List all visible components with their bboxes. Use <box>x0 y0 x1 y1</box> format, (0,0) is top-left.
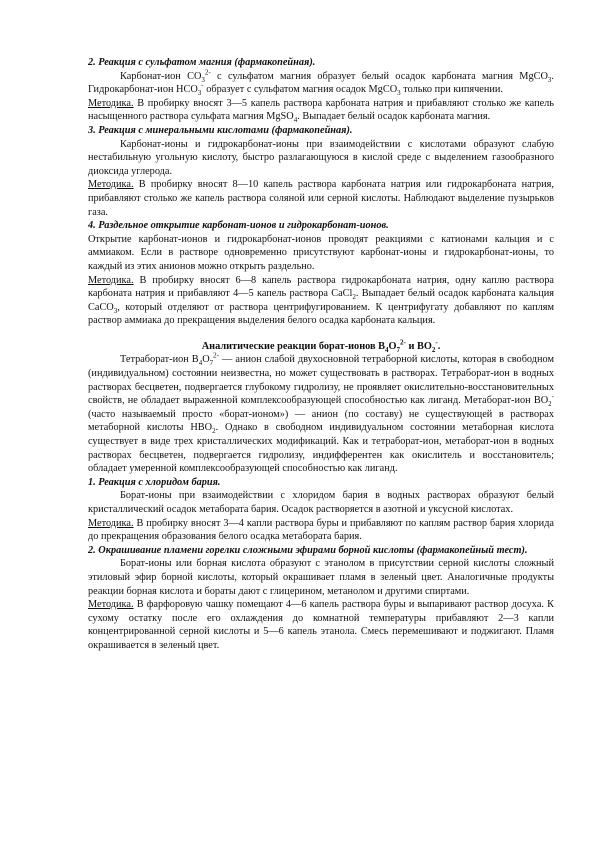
section-heading: 4. Раздельное открытие карбонат-ионов и гидрокарбонат-ионов. <box>88 220 389 232</box>
method-paragraph: Методика. В пробирку вносят 8—10 капель раствора карбоната натрия или гидрокарбоната натрия, прибавляют столько же капель раствора соляной или серной кислоты. Наблюдают выделение пузырьков газа. <box>88 179 554 218</box>
paragraph: Борат-ионы при взаимодействии с хлоридом бария в водных растворах образуют белый кристаллический осадок метабората бария. Осадок растворяется в азотной и уксусной кислотах. <box>88 490 554 515</box>
paragraph: Борат-ионы или борная кислота образуют с этанолом в присутствии серной кислоты сложный этиловый эфир борной кислоты, который окрашивает пламя в зеленый цвет. Аналогичные продукты реакции борная кислота и бораты дают с глицерином, метанолом и другими спиртами. <box>88 558 554 597</box>
section-heading: 2. Реакция с сульфатом магния (фармакопейная). <box>88 57 316 68</box>
method-label: Методика. <box>88 179 134 191</box>
section-heading: 3. Реакция с минеральными кислотами (фармакопейная). <box>88 124 353 136</box>
method-label: Методика. <box>88 97 134 109</box>
paragraph: Тетраборат-ион $B_4O_7^{2-}$ — анион слабой двухосновной тетраборной кислоты, которая в свободном (индивидуальном) состоянии неизвестна, но может существовать в растворах. Тетраборат-ион в водных растворах бесцветен, подвергается глубокому гидролизу, не проявляет окислительно-восстановительных свойств, не обладает выраженной комплексообразующей способностью как лиганд. Метаборат-ион $BO_2^-$ (часто называемый просто «борат-ионом») — анион (по составу) не существующей в растворах метаборной кислоты $HBO_2$. Однако в свободном индивидуальном состоянии метаборная кислота существует в виде трех кристаллических модификаций. Как и тетраборат-ион, метаборат-ион в водных растворах бесцветен, подвергается гидролизу, индифферентен как окислитель и восстановитель; обладает умеренной комплексообразующей способностью как лиганд. <box>88 352 554 475</box>
method-label: Методика. <box>88 599 134 611</box>
method-label: Методика. <box>88 274 134 286</box>
section-heading: 2. Окрашивание пламени горелки сложными эфирами борной кислоты (фармакопейный тест). <box>88 544 528 556</box>
method-label: Методика. <box>88 517 134 529</box>
method-paragraph: Методика. В пробирку вносят 3—5 капель раствора карбоната натрия и прибавляют столько же капель насыщенного раствора сульфата магния MgSO$_4$. Выпадает белый осадок карбоната магния. <box>88 97 554 125</box>
method-paragraph: Методика. В пробирку вносят 6—8 капель раствора гидрокарбоната натрия, одну каплю раствора карбоната натрия и прибавляют 4—5 капель раствора CaCl$_2$. Выпадает белый осадок карбоната кальция CaCO$_3$, который отделяют от раствора центрифугированием. К центрифугату добавляют по каплям раствор аммиака до прекращения выделения белого осадка карбоната кальция. <box>88 274 554 327</box>
paragraph: Открытие карбонат-ионов и гидрокарбонат-ионов проводят реакциями с катионами кальция и с аммиаком. Если в растворе одновременно присутствуют карбонат-ионы и гидрокарбонат-ионы, то каждый из этих анионов можно открыть раздельно. <box>88 233 554 272</box>
section-heading: 1. Реакция с хлоридом бария. <box>88 476 221 488</box>
paragraph: Карбонат-ион $CO_3^{2-}$ с сульфатом магния образует белый осадок карбоната магния MgCO$_3$. Гидрокарбонат-ион $HCO_3^-$ образует с сульфатом магния осадок MgCO$_3$ только при кипячении. <box>88 68 554 98</box>
method-paragraph: Методика. В фарфоровую чашку помещают 4—6 капель раствора буры и выпаривают раствор досуха. К сухому остатку после его охлаждения до комнатной температуры прибавляют 2—3 капли концентрированной серной кислоты и 5—6 капель этанола. Смесь перемешивают и поджигают. Пламя окрашивается в зеленый цвет. <box>88 599 554 651</box>
document-page <box>88 56 554 653</box>
chapter-title: Аналитические реакции борат-ионов $B_4O_7^{2-}$ и $BO_2^-$. <box>201 338 441 354</box>
paragraph: Карбонат-ионы и гидрокарбонат-ионы при взаимодействии с кислотами образуют слабую нестабильную угольную кислоту, быстро разлагающуюся в кислой среде с выделением газообразного диоксида углерода. <box>88 138 554 177</box>
method-paragraph: Методика. В пробирку вносят 3—4 капли раствора буры и прибавляют по каплям раствор бария хлорида до прекращения образования белого осадка метабората бария. <box>88 517 554 543</box>
